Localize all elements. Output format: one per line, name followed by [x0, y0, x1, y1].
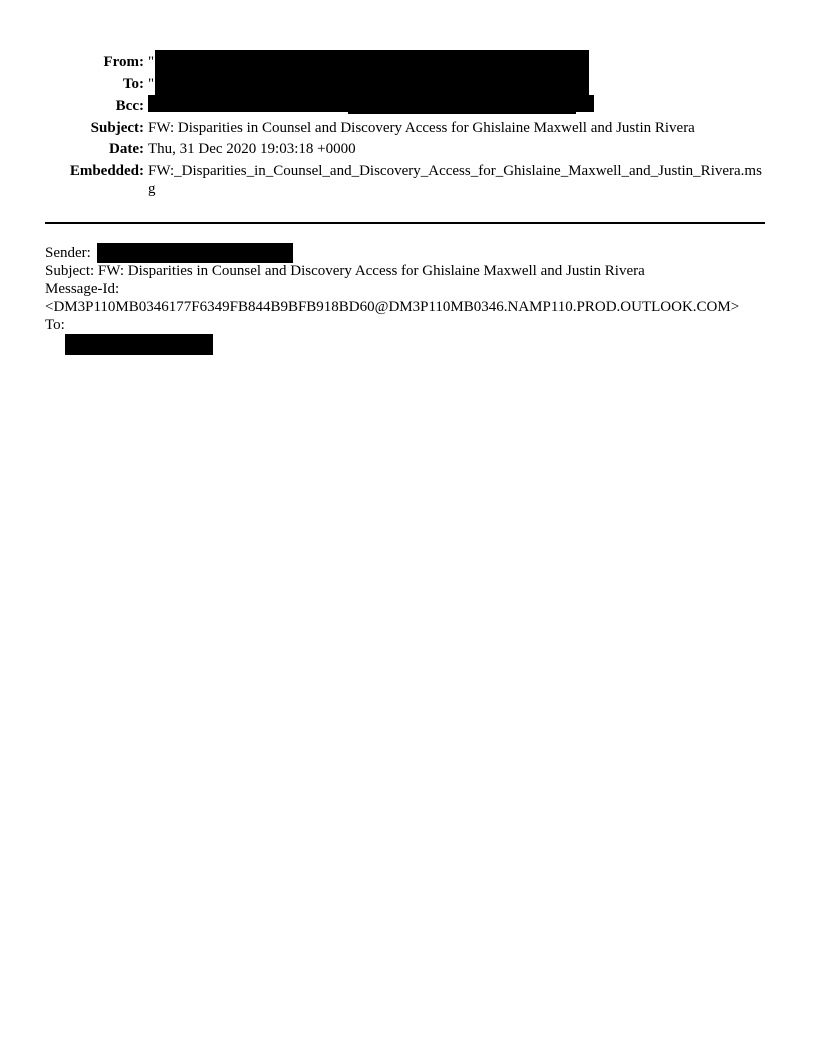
embedded-row [0, 162, 816, 200]
subject-label: Subject: [90, 120, 144, 136]
date-label: Date: [109, 141, 144, 157]
redaction-to-recipient [65, 334, 213, 355]
date-value: Thu, 31 Dec 2020 19:03:18 +0000 [148, 141, 356, 157]
header-divider [45, 222, 765, 224]
body-subject-text: Subject: FW: Disparities in Counsel and Discovery Access for Ghislaine Maxwell and Justin Rivera [45, 263, 645, 279]
embedded-label: Embedded: [69, 163, 144, 179]
bcc-label: Bcc: [115, 98, 144, 114]
message-id-value: <DM3P110MB0346177F6349FB844B9BFB918BD60@DM3P110MB0346.NAMP110.PROD.OUTLOOK.COM> [45, 299, 740, 315]
redaction-bcc-left [148, 95, 348, 112]
redaction-bcc-mid [348, 92, 576, 114]
redaction-from [155, 50, 589, 69]
from-label: From: [103, 54, 144, 70]
to-value: " [148, 76, 155, 92]
redaction-bcc-right [576, 95, 594, 112]
message-id-value-line [45, 298, 765, 316]
body-subject-line [45, 262, 765, 280]
message-id-label: Message-Id: [45, 281, 120, 297]
to-label: To: [122, 76, 144, 92]
from-value: " [148, 54, 155, 70]
subject-value: FW: Disparities in Counsel and Discovery Access for Ghislaine Maxwell and Justin Rivera [148, 120, 695, 136]
embedded-value: FW:_Disparities_in_Counsel_and_Discovery_Access_for_Ghislaine_Maxwell_and_Justin_Rivera.msg [148, 163, 762, 197]
body-to-label: To: [45, 317, 65, 333]
message-id-label-line [45, 280, 765, 298]
date-row [0, 140, 816, 159]
sender-label: Sender: [45, 245, 91, 261]
redaction-sender [97, 243, 293, 263]
subject-row [0, 119, 816, 138]
body-to-line [45, 316, 765, 334]
